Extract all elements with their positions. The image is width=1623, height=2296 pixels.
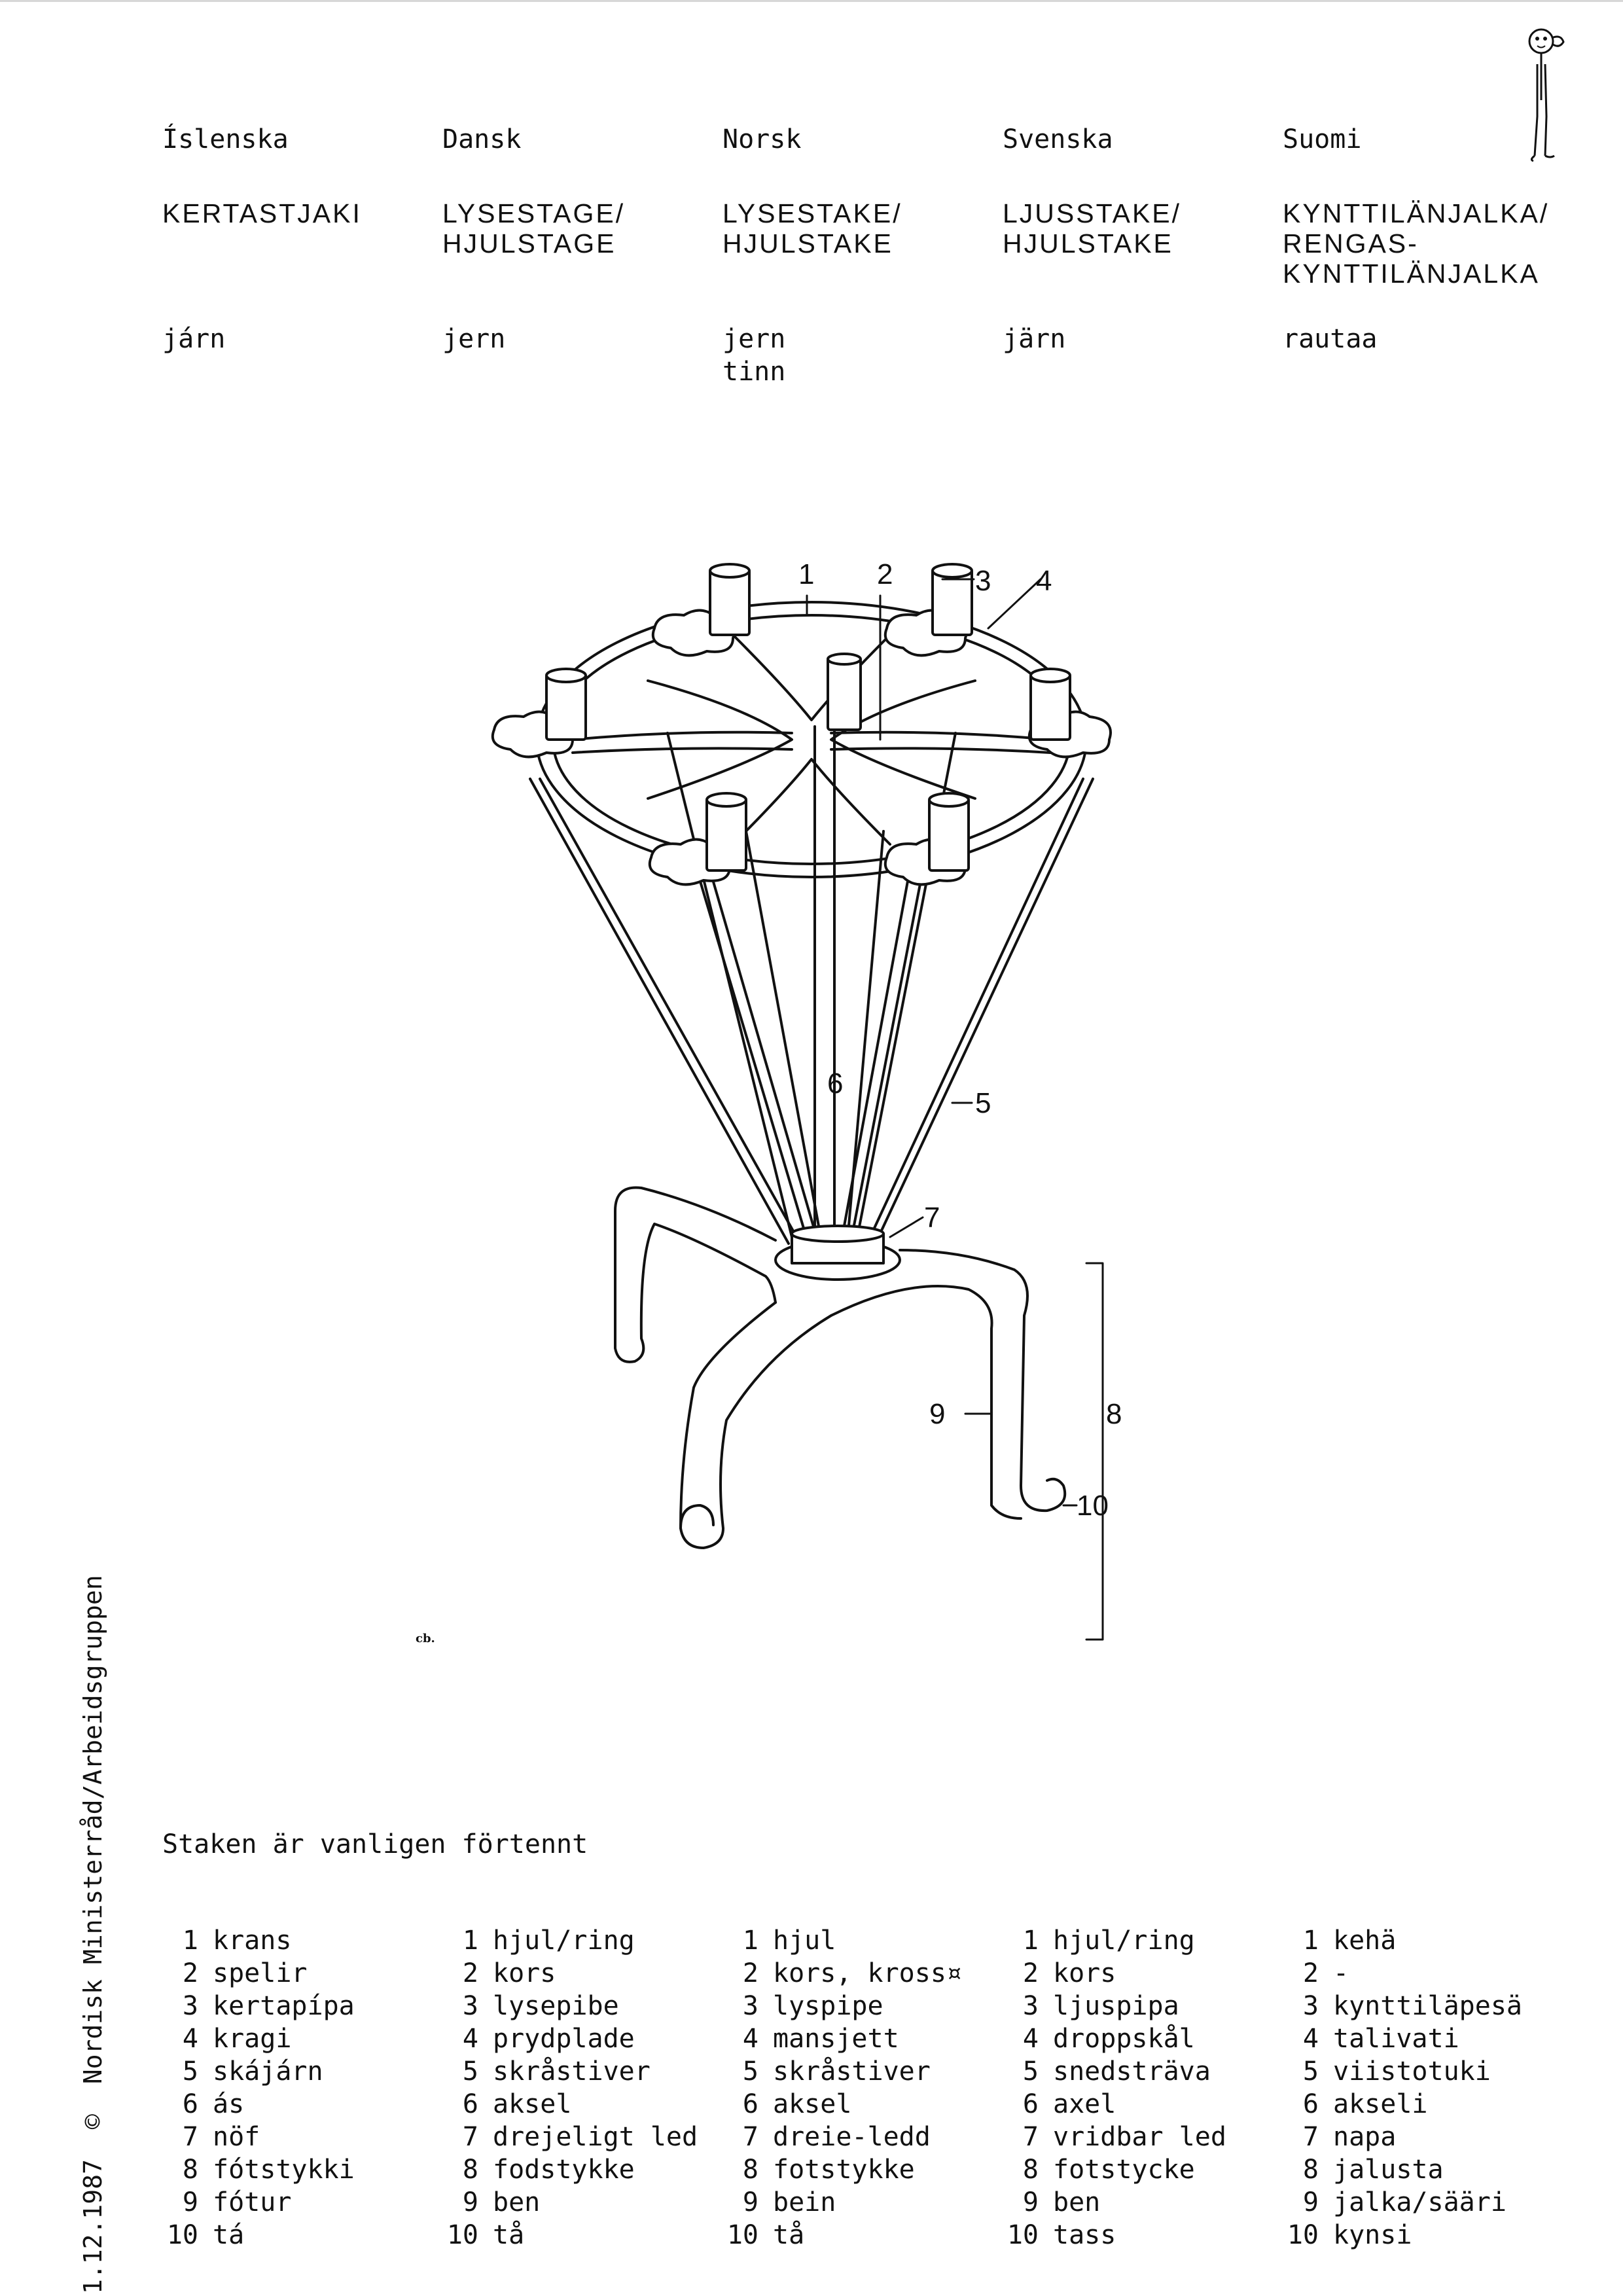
parts-list-norsk [722, 1924, 997, 2251]
list-item [442, 2088, 717, 2121]
item-number: 6 [462, 2089, 478, 2119]
item-term: prydplade [493, 2024, 635, 2054]
item-term: talivati [1333, 2024, 1459, 2054]
item-term: fodstykke [493, 2155, 635, 2185]
item-term: napa [1333, 2122, 1397, 2152]
item-number: 8 [182, 2155, 198, 2185]
list-item [1283, 1957, 1558, 1990]
name-line: KYNTTILÄNJALKA [1283, 259, 1540, 289]
item-number: 7 [462, 2122, 478, 2152]
item-term: ljuspipa [1053, 1991, 1179, 2021]
list-item [442, 2186, 717, 2219]
language-heading-svenska: Svenska [1003, 124, 1113, 154]
object-name-norsk [722, 198, 997, 259]
item-term: akseli [1333, 2089, 1428, 2119]
item-term: krans [213, 1926, 292, 1956]
list-item [162, 2055, 437, 2088]
list-item [162, 1924, 437, 1957]
item-number: 2 [1302, 1958, 1319, 1988]
list-item [442, 2219, 717, 2251]
item-number: 7 [742, 2122, 758, 2152]
item-term: dreie-ledd [773, 2122, 931, 2152]
item-term: droppskål [1053, 2024, 1195, 2054]
item-term: hjul/ring [1053, 1926, 1195, 1956]
list-item [1003, 2121, 1277, 2153]
material-line: järn [1003, 324, 1066, 354]
item-number: 5 [742, 2056, 758, 2087]
list-item [1003, 2153, 1277, 2186]
list-item [442, 2055, 717, 2088]
list-item [722, 1957, 997, 1990]
language-heading-islenska: Íslenska [162, 124, 289, 154]
list-item [1003, 2186, 1277, 2219]
material-line: jern [442, 324, 506, 354]
item-term: fotstykke [773, 2155, 915, 2185]
parts-list-suomi [1283, 1924, 1558, 2251]
object-name-suomi [1283, 198, 1610, 289]
list-item [1283, 2153, 1558, 2186]
item-term: lyspipe [773, 1991, 883, 2021]
name-line: LYSESTAKE/ [722, 198, 902, 228]
material-islenska [162, 323, 437, 355]
item-number: 1 [1022, 1926, 1039, 1956]
language-heading-norsk: Norsk [722, 124, 802, 154]
item-number: 10 [726, 2220, 758, 2250]
date-text: 1.12.1987 [79, 2159, 107, 2294]
item-term: ás [213, 2089, 245, 2119]
label-4: 4 [1036, 565, 1052, 597]
item-term: mansjett [773, 2024, 899, 2054]
list-item [1003, 2055, 1277, 2088]
parts-list-islenska [162, 1924, 437, 2251]
list-item [722, 2121, 997, 2153]
list-item [442, 1924, 717, 1957]
list-item [722, 2186, 997, 2219]
item-number: 1 [462, 1926, 478, 1956]
language-heading-dansk: Dansk [442, 124, 522, 154]
item-number: 9 [742, 2187, 758, 2217]
material-line: tinn [722, 357, 786, 387]
list-item [1283, 2219, 1558, 2251]
item-number: 10 [1287, 2220, 1319, 2250]
item-number: 8 [1022, 2155, 1039, 2185]
item-term: spelir [213, 1958, 308, 1988]
item-number: 3 [742, 1991, 758, 2021]
list-item [1003, 1924, 1277, 1957]
item-number: 9 [182, 2187, 198, 2217]
item-number: 3 [1022, 1991, 1039, 2021]
language-heading-suomi: Suomi [1283, 124, 1362, 154]
item-number: 7 [1302, 2122, 1319, 2152]
item-term: kynsi [1333, 2220, 1412, 2250]
label-1: 1 [798, 558, 815, 590]
item-number: 6 [182, 2089, 198, 2119]
hub [776, 1226, 900, 1280]
material-suomi [1283, 323, 1558, 355]
item-term: tass [1053, 2220, 1116, 2250]
item-number: 1 [182, 1926, 198, 1956]
name-line: HJULSTAGE [442, 228, 616, 259]
list-item [722, 2055, 997, 2088]
artist-signature: cb. [416, 1632, 435, 1645]
item-term: tå [493, 2220, 525, 2250]
name-line: RENGAS- [1283, 228, 1419, 259]
item-number: 10 [446, 2220, 478, 2250]
item-term: fótur [213, 2187, 292, 2217]
item-term: nöf [213, 2122, 260, 2152]
item-term: viistotuki [1333, 2056, 1491, 2087]
item-term: ben [493, 2187, 541, 2217]
label-8: 8 [1106, 1398, 1122, 1430]
item-term: ben [1053, 2187, 1101, 2217]
list-item [1283, 2055, 1558, 2088]
item-number: 8 [462, 2155, 478, 2185]
item-number: 4 [742, 2024, 758, 2054]
item-term: skråstiver [493, 2056, 651, 2087]
item-term: jalusta [1333, 2155, 1444, 2185]
name-line: LJUSSTAKE/ [1003, 198, 1182, 228]
list-item [442, 2153, 717, 2186]
parts-list-dansk [442, 1924, 717, 2251]
item-number: 2 [742, 1958, 758, 1988]
parts-list-svenska [1003, 1924, 1277, 2251]
list-item [1003, 2022, 1277, 2055]
list-item [162, 2219, 437, 2251]
item-number: 7 [1022, 2122, 1039, 2152]
label-6: 6 [827, 1067, 844, 1100]
list-item [1003, 2219, 1277, 2251]
list-item [162, 2186, 437, 2219]
item-number: 3 [182, 1991, 198, 2021]
item-number: 4 [1022, 2024, 1039, 2054]
name-line: LYSESTAGE/ [442, 198, 626, 228]
list-item [162, 2153, 437, 2186]
item-term: bein [773, 2187, 836, 2217]
item-term: hjul/ring [493, 1926, 635, 1956]
name-line: KERTASTJAKI [162, 198, 362, 228]
list-item [162, 2121, 437, 2153]
item-term: - [1333, 1958, 1349, 1988]
list-item [442, 1990, 717, 2022]
list-item [162, 1990, 437, 2022]
material-line: jern [722, 324, 786, 354]
item-number: 10 [1007, 2220, 1039, 2250]
item-number: 5 [1022, 2056, 1039, 2087]
list-item [722, 2153, 997, 2186]
item-number: 7 [182, 2122, 198, 2152]
item-term: skájárn [213, 2056, 323, 2087]
item-number: 10 [166, 2220, 198, 2250]
list-item [442, 2121, 717, 2153]
diagonal-struts [530, 733, 1093, 1244]
item-number: 5 [1302, 2056, 1319, 2087]
list-item [162, 2022, 437, 2055]
label-3: 3 [975, 565, 991, 597]
list-item [162, 2088, 437, 2121]
list-item [442, 2022, 717, 2055]
list-item [1283, 2121, 1558, 2153]
item-number: 9 [1022, 2187, 1039, 2217]
label-10: 10 [1077, 1490, 1109, 1522]
item-term: fótstykki [213, 2155, 355, 2185]
item-number: 3 [462, 1991, 478, 2021]
item-term: aksel [773, 2089, 852, 2119]
item-number: 2 [1022, 1958, 1039, 1988]
material-norsk [722, 323, 997, 388]
item-number: 1 [742, 1926, 758, 1956]
item-number: 4 [182, 2024, 198, 2054]
item-number: 3 [1302, 1991, 1319, 2021]
item-number: 2 [182, 1958, 198, 1988]
item-term: jalka/sääri [1333, 2187, 1507, 2217]
item-term: kors [1053, 1958, 1116, 1988]
material-line: járn [162, 324, 226, 354]
item-term: kragi [213, 2024, 292, 2054]
item-term: vridbar led [1053, 2122, 1226, 2152]
item-term: snedsträva [1053, 2056, 1211, 2087]
material-line: rautaa [1283, 324, 1378, 354]
list-item [1003, 2088, 1277, 2121]
publisher-text: Nordisk Ministerråd/Arbeidsgruppen [79, 1575, 107, 2085]
object-name-islenska [162, 198, 437, 228]
top-edge-line [0, 0, 1623, 2]
item-term: kors [493, 1958, 556, 1988]
list-item [1003, 1990, 1277, 2022]
note-text: Staken är vanligen förtennt [162, 1829, 588, 1859]
item-term: fotstycke [1053, 2155, 1195, 2185]
copyright-symbol: © [79, 2114, 107, 2130]
item-term: lysepibe [493, 1991, 619, 2021]
item-term: hjul [773, 1926, 836, 1956]
label-2: 2 [877, 558, 893, 590]
candlestick-drawing [484, 543, 1139, 1656]
item-term: drejeligt led [493, 2122, 698, 2152]
item-term: kertapípa [213, 1991, 355, 2021]
list-item [722, 2088, 997, 2121]
item-number: 2 [462, 1958, 478, 1988]
list-item [722, 2219, 997, 2251]
list-item [442, 1957, 717, 1990]
item-number: 5 [182, 2056, 198, 2087]
item-number: 4 [1302, 2024, 1319, 2054]
axle [815, 726, 834, 1244]
item-number: 4 [462, 2024, 478, 2054]
list-item [1003, 1957, 1277, 1990]
item-term: kehä [1333, 1926, 1397, 1956]
item-term: tá [213, 2220, 245, 2250]
item-term: aksel [493, 2089, 572, 2119]
label-7: 7 [924, 1202, 940, 1234]
item-number: 6 [1302, 2089, 1319, 2119]
object-name-dansk [442, 198, 717, 259]
label-9: 9 [929, 1398, 946, 1430]
label-5: 5 [975, 1087, 991, 1119]
list-item [1283, 2088, 1558, 2121]
list-item [1283, 2022, 1558, 2055]
item-number: 6 [742, 2089, 758, 2119]
name-line: KYNTTILÄNJALKA/ [1283, 198, 1550, 228]
list-item [1283, 2186, 1558, 2219]
item-term: kynttiläpesä [1333, 1991, 1522, 2021]
item-number: 9 [462, 2187, 478, 2217]
item-term: tå [773, 2220, 805, 2250]
list-item [722, 2022, 997, 2055]
object-name-svenska [1003, 198, 1277, 259]
item-number: 5 [462, 2056, 478, 2087]
vertical-sidebar [79, 1575, 107, 2294]
list-item [722, 1924, 997, 1957]
list-item [162, 1957, 437, 1990]
material-dansk [442, 323, 717, 355]
item-number: 6 [1022, 2089, 1039, 2119]
item-number: 1 [1302, 1926, 1319, 1956]
material-svenska [1003, 323, 1277, 355]
item-term: skråstiver [773, 2056, 931, 2087]
list-item [1283, 1924, 1558, 1957]
candle-cups [493, 564, 1111, 884]
list-item [1283, 1990, 1558, 2022]
item-number: 8 [1302, 2155, 1319, 2185]
name-line: HJULSTAKE [1003, 228, 1173, 259]
wheel-ring [537, 602, 1086, 877]
item-term: kors, kross¤ [773, 1958, 962, 1988]
list-item [722, 1990, 997, 2022]
item-term: axel [1053, 2089, 1116, 2119]
item-number: 9 [1302, 2187, 1319, 2217]
name-line: HJULSTAKE [722, 228, 893, 259]
item-number: 8 [742, 2155, 758, 2185]
